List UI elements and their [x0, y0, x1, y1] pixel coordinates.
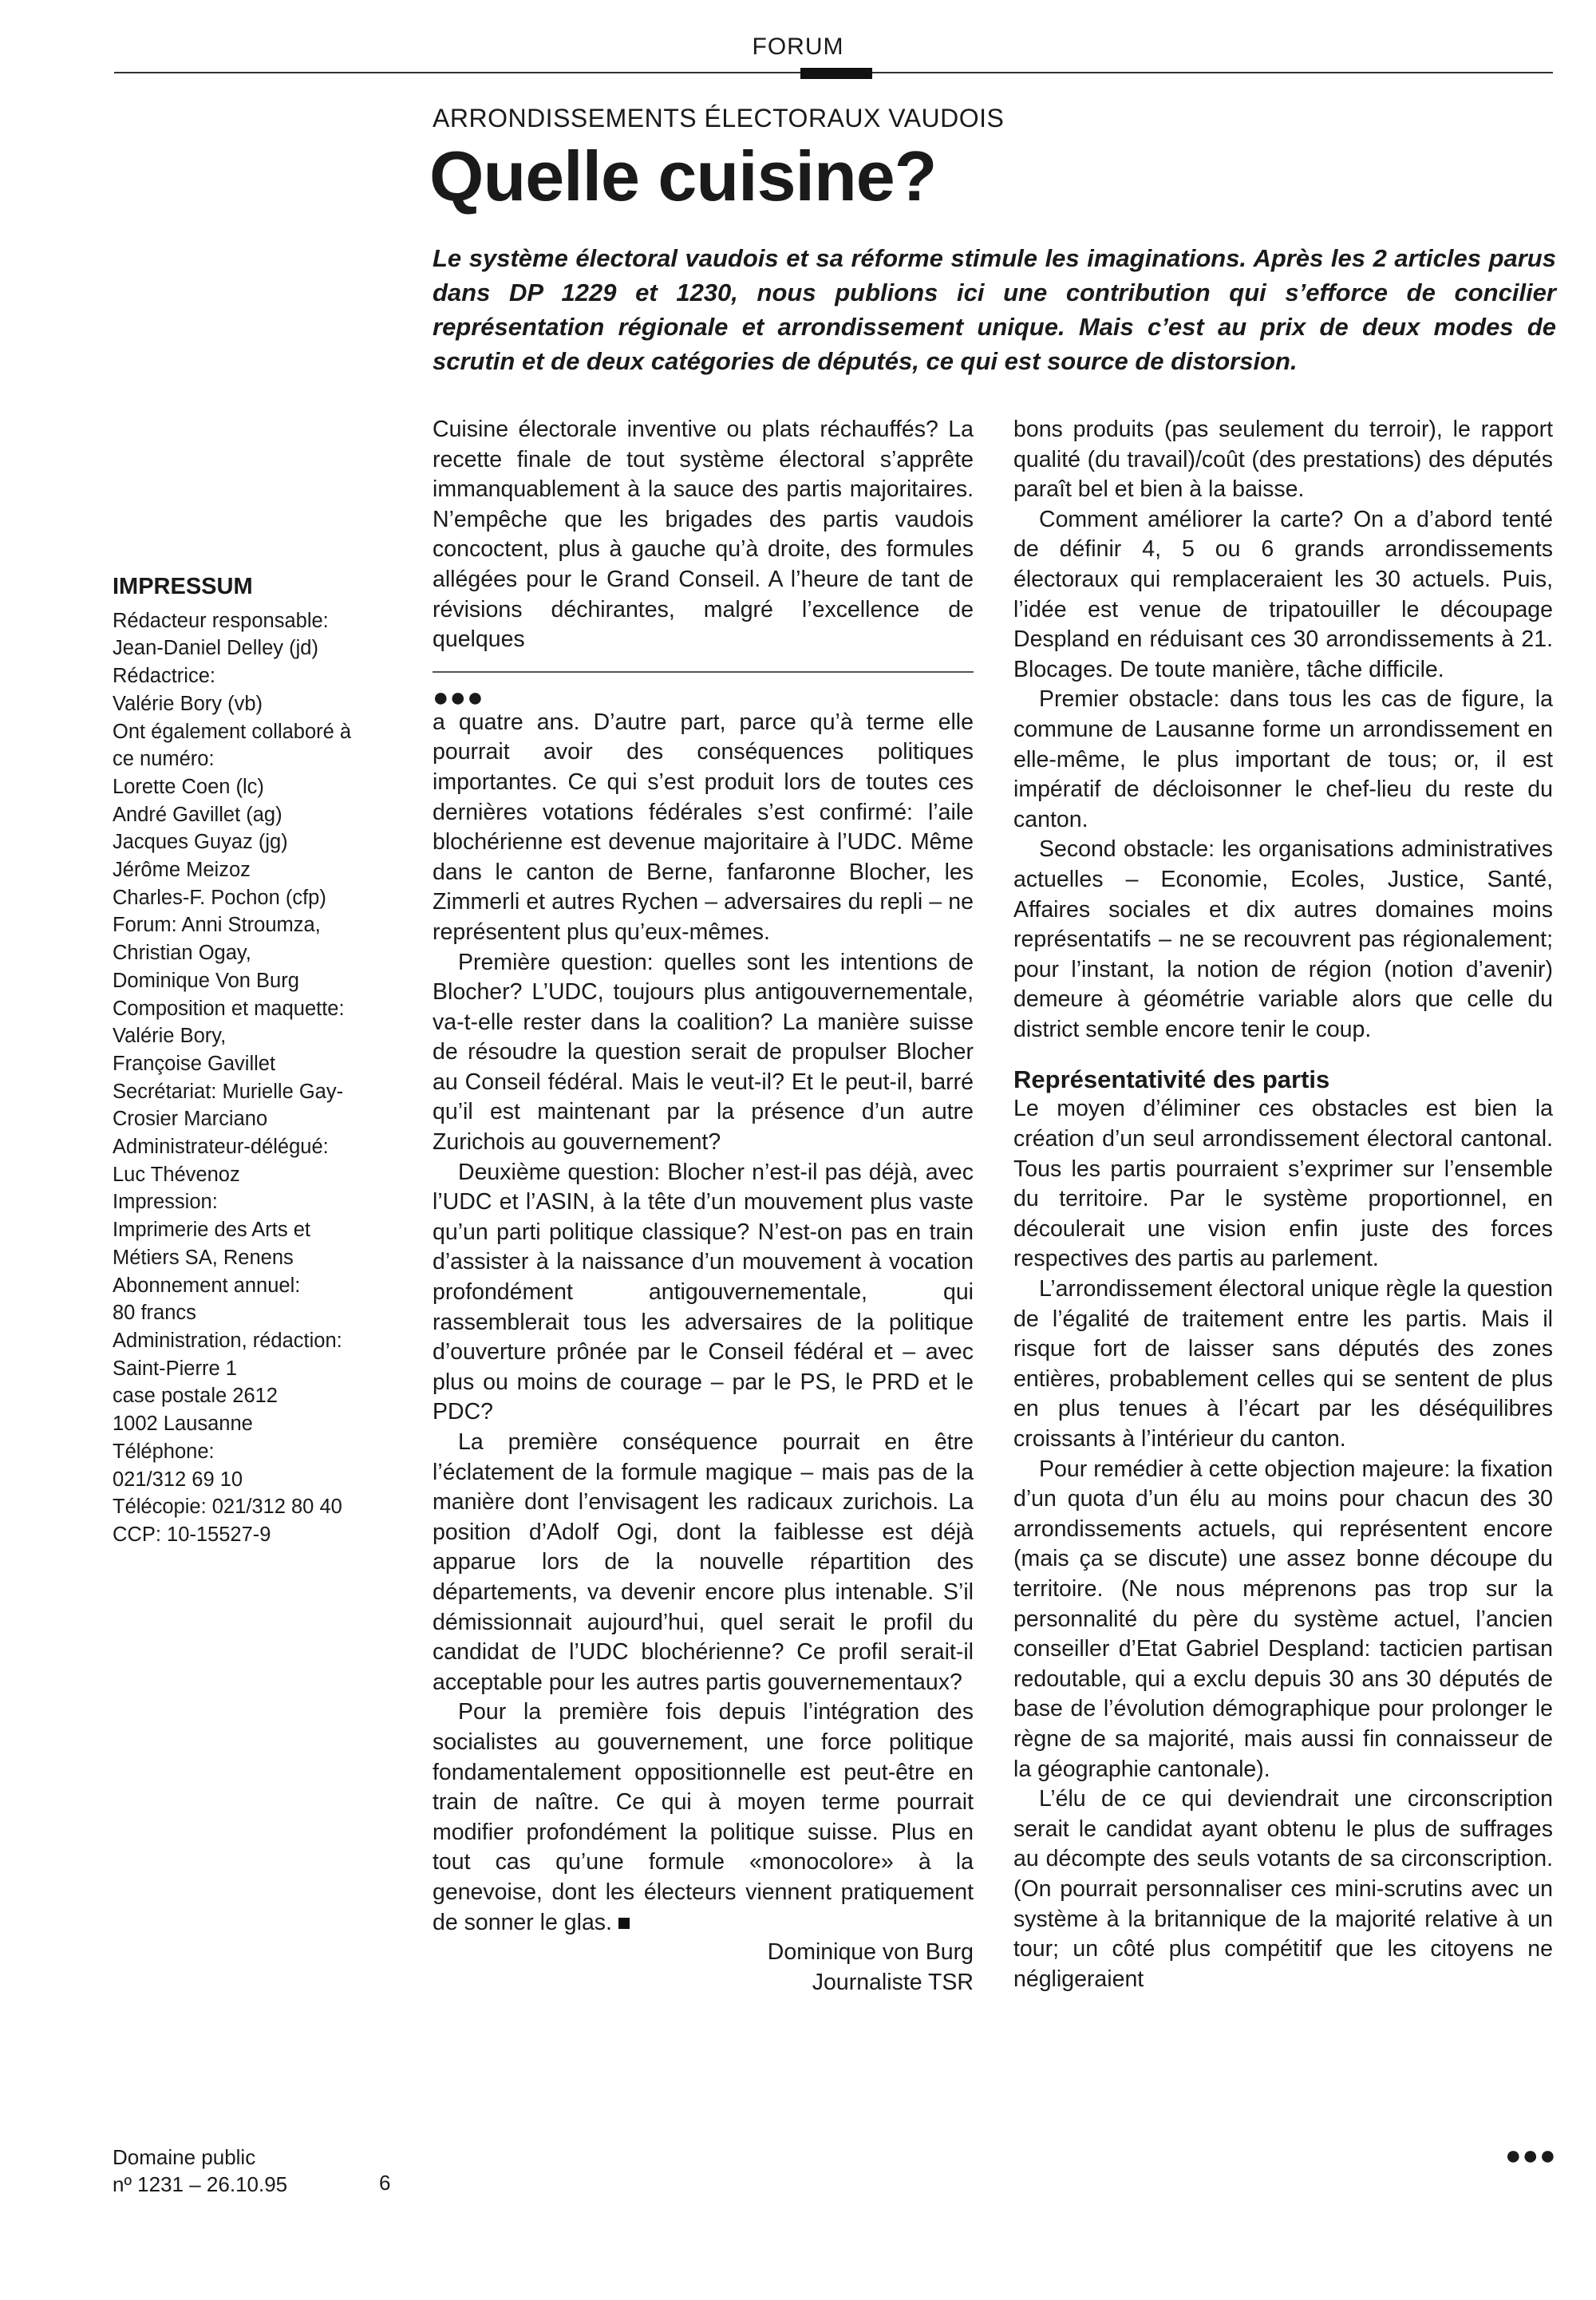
paragraph: Le moyen d’éliminer ces obstacles est bien la création d’un seul arrondissement électoral cantonal. Tous les partis pourraient s’exprimer sur l’ensemble du territoire. Par le système proportionnel, en découlerait une vision enfin juste des forces respectives des partis au parlement. — [1013, 1096, 1553, 1272]
impressum-line: Luc Thévenoz — [113, 1163, 240, 1186]
impressum — [113, 573, 392, 1549]
impressum-line: Administrateur-délégué: — [113, 1136, 329, 1159]
end-mark-icon — [618, 1918, 630, 1929]
paragraph: a quatre ans. D’autre part, parce qu’à terme elle pourrait avoir des conséquences politiques importantes. Ce qui s’est produit lors de toutes ces dernières votations fédérales s’est confirmé: l’aile blochérienne est devenue majoritaire à l’UDC. Même dans le canton de Berne, fanfaronne Blocher, les Zimmerli et autres Rychen – adversaires du repli – ne représentent plus qu’eux-mêmes. — [433, 709, 974, 945]
publication-name: Domaine public — [113, 2145, 256, 2169]
impressum-line: ce numéro: — [113, 748, 215, 771]
author-name: Dominique von Burg — [767, 1939, 974, 1966]
article-kicker: ARRONDISSEMENTS ÉLECTORAUX VAUDOIS — [433, 104, 1005, 132]
paragraph: L’arrondissement électoral unique règle la question de l’égalité de traitement entre les partis. Mais il risque fort de laisser sans députés des zones entières, probablement celles qui se sentent de plus en plus tenues à l’écart par les déséquilibres croissants à l’intérieur du canton. — [1013, 1276, 1553, 1452]
impressum-line: 1002 Lausanne — [113, 1413, 253, 1436]
impressum-line: Abonnement annuel: — [113, 1274, 301, 1297]
impressum-line: Jacques Guyaz (jg) — [113, 831, 288, 854]
section-subheading: Représentativité des partis — [1013, 1065, 1330, 1094]
impressum-line: Valérie Bory (vb) — [113, 692, 263, 715]
paragraph-text: Pour la première fois depuis l’intégration des socialistes au gouvernement, une force politique fondamentalement oppositionnelle est peut-être en train de naître. Ce qui à moyen terme pourrait modifier profondément la politique suisse. Plus en tout cas qu’une formule «monocolore» à la genevoise, dont les électeurs viennent pratiquement de sonner le glas. — [433, 1699, 974, 1935]
impressum-lines — [113, 607, 392, 1549]
impressum-line: Jérôme Meizoz — [113, 859, 251, 882]
continuation-marker: ●●● — [433, 682, 484, 713]
author-role: Journaliste TSR — [812, 1969, 974, 1995]
impressum-line: Lorette Coen (lc) — [113, 775, 264, 798]
impressum-line: case postale 2612 — [113, 1385, 278, 1408]
footer — [113, 2144, 287, 2198]
impressum-line: Valérie Bory, — [113, 1025, 227, 1048]
continued-marker: ●●● — [1505, 2140, 1557, 2171]
impressum-line: Françoise Gavillet — [113, 1052, 276, 1075]
impressum-line: 80 francs — [113, 1302, 196, 1325]
paragraph: Comment améliorer la carte? On a d’abord tenté de définir 4, 5 ou 6 grands arrondissements électoraux qui remplaceraient les 30 actuels. Puis, l’idée est venue de tripatouiller le découpage Despland en réduisant ces 30 arrondissements à 21. Blocages. De toute manière, tâche difficile. — [1013, 506, 1553, 682]
impressum-line: Composition et maquette: — [113, 997, 345, 1020]
paragraph — [433, 1697, 974, 1938]
article-column-right — [1013, 415, 1553, 1994]
impressum-line: André Gavillet (ag) — [113, 803, 282, 826]
impressum-line: Dominique Von Burg — [113, 969, 299, 992]
page-number: 6 — [379, 2171, 391, 2195]
paragraph: Deuxième question: Blocher n’est-il pas déjà, avec l’UDC et l’ASIN, à la tête d’un mouvement plus vaste qu’un parti politique classique? N’est-on pas en train d’assister à la naissance d’un mouvement à vocation profondément antigouvernementale, qui rassemblerait tous les adversaires de la politique d’ouverture prônée par le Conseil fédéral et – avec plus ou moins de courage – par le PS, le PRD et le PDC? — [433, 1159, 974, 1425]
impressum-heading: IMPRESSUM — [113, 574, 253, 599]
impressum-line: Charles-F. Pochon (cfp) — [113, 886, 326, 909]
article-title: Quelle cuisine? — [429, 136, 937, 215]
paragraph: Premier obstacle: dans tous les cas de figure, la commune de Lausanne forme un arrondissement en elle-même, le plus important de tous; or, il est impératif de décloisonner le chef-lieu du reste du canton. — [1013, 686, 1553, 832]
impressum-line: Secrétariat: Murielle Gay- — [113, 1080, 344, 1103]
impressum-line: 021/312 69 10 — [113, 1468, 243, 1491]
impressum-line: Forum: Anni Stroumza, — [113, 914, 321, 937]
impressum-line: Impression: — [113, 1191, 218, 1214]
impressum-line: Téléphone: — [113, 1440, 215, 1463]
impressum-line: Rédactrice: — [113, 665, 215, 688]
column-separator — [433, 671, 974, 673]
paragraph: Cuisine électorale inventive ou plats réchauffés? La recette finale de tout système électoral s’apprête immanquablement à la sauce des partis majoritaires. N’empêche que les brigades des partis vaudois concoctent, plus à gauche qu’à droite, des formules allégées pour le Grand Conseil. A l’heure de tant de révisions déchirantes, malgré l’excellence de quelques — [433, 417, 974, 653]
section-label: FORUM — [752, 34, 844, 60]
paragraph: Première question: quelles sont les intentions de Blocher? L’UDC, toujours plus antigouvernementale, va-t-elle rester dans la coalition? La manière suisse de résoudre la question serait de propulser Blocher au Conseil fédéral. Mais le veut-il? Et le peut-il, barré qu’il est maintenant par la présence d’un autre Zurichois au gouvernement? — [433, 949, 974, 1156]
paragraph: Pour remédier à cette objection majeure: la fixation d’un quota d’un élu au moins pour chacun des 30 arrondissements actuels, qui représentent encore (mais ça se discute) une assez bonne découpe du territoire. (Ne nous méprenons pas trop sur la personnalité du père du système actuel, l’ancien conseiller d’Etat Gabriel Despland: tacticien partisan redoutable, qui a exclu depuis 30 ans 30 députés de base de l’évolution démographique pour prolonger le règne de sa majorité, mais aussi fin connaisseur de la géographie cantonale). — [1013, 1456, 1553, 1782]
paragraph: L’élu de ce qui deviendrait une circonscription serait le candidat ayant obtenu le plus de suffrages au décompte des seuls votants de sa circonscription. (On pourrait personnaliser ces mini-scrutins avec un système à la britannique de la majorité relative à un tour; un côté plus compétitif que les citoyens ne négligeraient — [1013, 1786, 1553, 1992]
impressum-line: Christian Ogay, — [113, 942, 251, 965]
impressum-line: Saint-Pierre 1 — [113, 1357, 237, 1380]
paragraph: La première conséquence pourrait en être l’éclatement de la formule magique – mais pas de la manière dont l’envisagent les radicaux zurichois. La position d’Adolf Ogi, dont la faiblesse est déjà apparue lors de la nouvelle répartition des départements, va devenir encore plus intenable. S’il démissionnait aujourd’hui, quel serait le profil du candidat de l’UDC blochérienne? Ce profil serait-il acceptable pour les autres partis gouvernementaux? — [433, 1429, 974, 1695]
impressum-line: Jean-Daniel Delley (jd) — [113, 637, 318, 660]
header-rule-tab — [800, 68, 872, 79]
impressum-line: Rédacteur responsable: — [113, 609, 329, 632]
impressum-line: Métiers SA, Renens — [113, 1246, 294, 1269]
impressum-line: Administration, rédaction: — [113, 1329, 342, 1352]
impressum-line: Imprimerie des Arts et — [113, 1219, 310, 1242]
paragraph: bons produits (pas seulement du terroir), le rapport qualité (du travail)/coût (des prestations) des députés paraît bel et bien à la baisse. — [1013, 417, 1553, 503]
impressum-line: Ont également collaboré à — [113, 720, 352, 743]
article-column-left — [433, 415, 974, 1998]
impressum-line: Crosier Marciano — [113, 1108, 268, 1131]
impressum-line: Télécopie: 021/312 80 40 — [113, 1496, 342, 1519]
issue-number: nº 1231 – 26.10.95 — [113, 2172, 288, 2196]
impressum-line: CCP: 10-15527-9 — [113, 1523, 271, 1546]
article-lead: Le système électoral vaudois et sa réforme stimule les imaginations. Après les 2 articles parus dans DP 1229 et 1230, nous publions ici une contribution qui s’efforce de concilier représentation régionale et arrondissement unique. Mais c’est au prix de deux modes de scrutin et de deux catégories de députés, ce qui est source de distorsion. — [433, 244, 1556, 375]
paragraph: Second obstacle: les organisations administratives actuelles – Economie, Ecoles, Justice, Santé, Affaires sociales et dix autres domaines moins représentatifs – ne se recouvrent pas régionalement; pour l’instant, la notion de région (notion d’avenir) demeure à géométrie variable alors que celle du district semble encore tenir le coup. — [1013, 836, 1553, 1042]
